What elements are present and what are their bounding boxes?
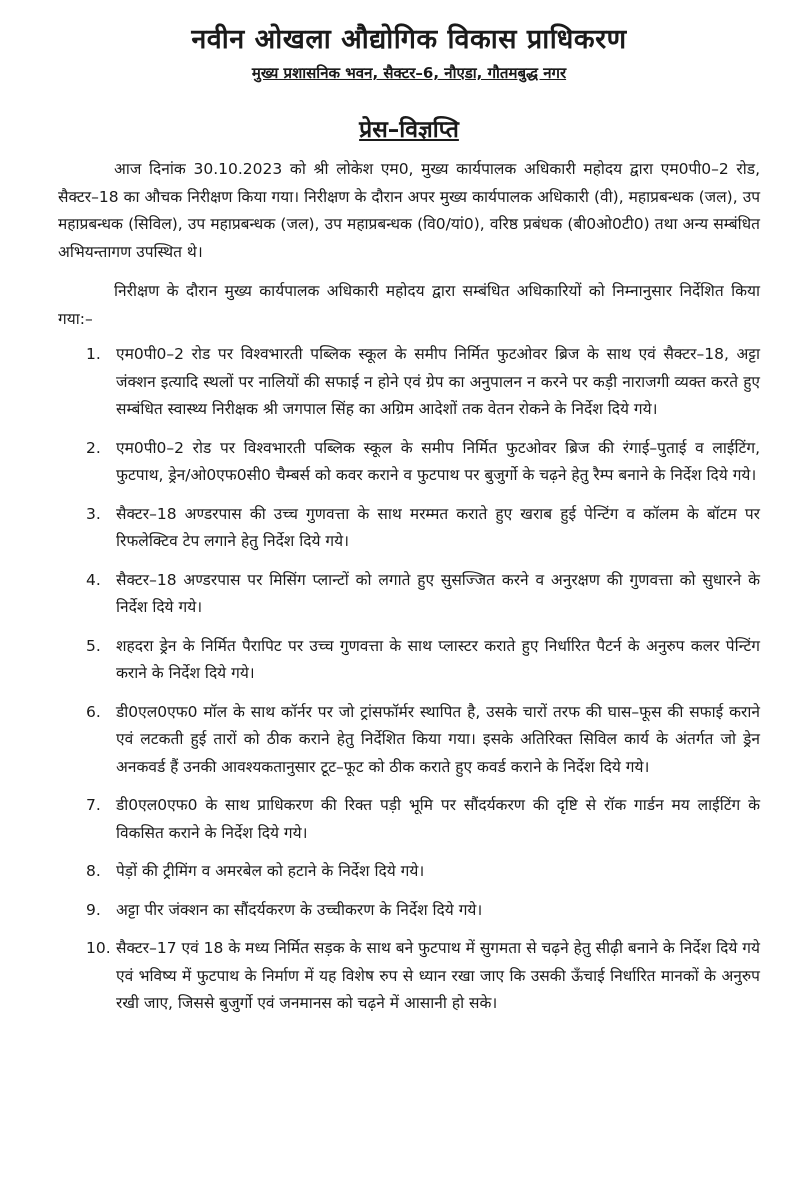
directive-text: पेड़ों की ट्रीमिंग व अमरबेल को हटाने के निर्देश दिये गये। xyxy=(116,862,425,880)
organization-address: मुख्य प्रशासनिक भवन, सैक्टर–6, नौएडा, गौतमबुद्ध नगर xyxy=(251,64,567,82)
directive-text: एम0पी0–2 रोड पर विश्वभारती पब्लिक स्कूल के समीप निर्मित फुटओवर ब्रिज की रंगाई–पुताई व लाईटिंग, फुटपाथ, ड्रेन/ओ0एफ0सी0 चैम्बर्स को कवर कराने व फुटपाथ पर बुजुर्गो के चढ़ने हेतु रैम्प बनाने के निर्देश दिये गये। xyxy=(116,438,760,484)
directive-item-3 xyxy=(58,501,760,556)
directive-item-5 xyxy=(58,633,760,688)
directive-number: 8. xyxy=(86,862,101,880)
directive-number: 7. xyxy=(86,796,101,814)
directive-text: डी0एल0एफ0 के साथ प्राधिकरण की रिक्त पड़ी भूमि पर सौंदर्यकरण की दृष्टि से रॉक गार्डन मय लाईटिंग के विकसित कराने के निर्देश दिये गये। xyxy=(116,796,760,842)
directive-list xyxy=(58,341,760,1018)
directive-number: 1. xyxy=(86,345,101,363)
document-title: प्रेस–विज्ञप्ति xyxy=(359,117,459,143)
directive-item-10 xyxy=(58,935,760,1018)
directive-item-9 xyxy=(58,897,760,925)
directive-number: 3. xyxy=(86,504,101,523)
directive-number: 10. xyxy=(86,939,111,957)
directive-text: एम0पी0–2 रोड पर विश्वभारती पब्लिक स्कूल के समीप निर्मित फुटओवर ब्रिज के साथ एवं सैक्टर–18, अट्टा जंक्शन इत्यादि स्थलों पर नालियों की सफाई न होने एवं ग्रेप का अनुपालन न करने पर कड़ी नाराजगी व्यक्त करते हुए सम्बंधित स्वास्थ्य निरीक्षक श्री जगपाल सिंह का अग्रिम आदेशों तक वेतन रोकने के निर्देश दिये गये। xyxy=(116,345,760,418)
directive-number: 2. xyxy=(86,438,101,457)
directive-text: सैक्टर–18 अण्डरपास की उच्च गुणवत्ता के साथ मरम्मत कराते हुए खराब हुई पेन्टिंग व कॉलम के बॉटम पर रिफलेक्टिव टेप लगाने हेतु निर्देश दिये गये। xyxy=(116,504,760,550)
directive-text: शहदरा ड्रेन के निर्मित पैरापिट पर उच्च गुणवत्ता के साथ प्लास्टर कराते हुए निर्धारित पैटर्न के अनुरुप कलर पेन्टिंग कराने के निर्देश दिये गये। xyxy=(116,636,760,682)
directive-item-8 xyxy=(58,858,760,886)
directive-item-6 xyxy=(58,699,760,782)
directive-item-2 xyxy=(58,435,760,490)
directive-text: डी0एल0एफ0 मॉल के साथ कॉर्नर पर जो ट्रांसफॉर्मर स्थापित है, उसके चारों तरफ की घास–फूस की सफाई कराने एवं लटकती हुई तारों को ठीक कराने हेतु निर्देशित किया गया। इसके अतिरिक्त सिविल कार्य के अंतर्गत जो ड्रेन अनकवर्ड हैं उनकी आवश्यकतानुसार टूट–फूट को ठीक कराते हुए कवर्ड कराने के निर्देश दिये गये। xyxy=(116,702,760,776)
directive-number: 5. xyxy=(86,636,101,655)
directive-text: सैक्टर–17 एवं 18 के मध्य निर्मित सड़क के साथ बने फुटपाथ में सुगमता से चढ़ने हेतु सीढ़ी बनाने के निर्देश दिये गये एवं भविष्य में फुटपाथ के निर्माण में यह विशेष रुप से ध्यान रखा जाए कि उसकी ऊँचाई निर्धारित मानकों के अनुरुप रखी जाए, जिससे बुजुर्गो एवं जनमानस को चढ़ने में आसानी हो सके। xyxy=(116,939,760,1012)
directive-intro-paragraph: निरीक्षण के दौरान मुख्य कार्यपालक अधिकारी महोदय द्वारा सम्बंधित अधिकारियों को निम्नानुसार निर्देशित किया गया:– xyxy=(58,282,760,328)
directive-item-4 xyxy=(58,567,760,622)
directive-number: 4. xyxy=(86,570,101,589)
directive-number: 6. xyxy=(86,702,101,721)
intro-paragraph: आज दिनांक 30.10.2023 को श्री लोकेश एम0, मुख्य कार्यपालक अधिकारी महोदय द्वारा एम0पी0–2 रोड, सैक्टर–18 का औचक निरीक्षण किया गया। निरीक्षण के दौरान अपर मुख्य कार्यपालक अधिकारी (वी), महाप्रबन्धक (जल), उप महाप्रबन्धक (सिविल), उप महाप्रबन्धक (जल), उप महाप्रबन्धक (वि0/यां0), वरिष्ठ प्रबंधक (बी0ओ0टी0) तथा अन्य सम्बंधित अभियन्तागण उपस्थित थे। xyxy=(58,160,760,261)
directive-number: 9. xyxy=(86,900,101,919)
directive-item-1 xyxy=(58,341,760,424)
directive-text: अट्टा पीर जंक्शन का सौंदर्यकरण के उच्चीकरण के निर्देश दिये गये। xyxy=(116,900,483,919)
directive-text: सैक्टर–18 अण्डरपास पर मिसिंग प्लान्टों को लगाते हुए सुसज्जित करने व अनुरक्षण की गुणवत्ता को सुधारने के निर्देश दिये गये। xyxy=(116,570,760,616)
organization-name: नवीन ओखला औद्योगिक विकास प्राधिकरण xyxy=(191,24,627,55)
directive-item-7 xyxy=(58,792,760,847)
